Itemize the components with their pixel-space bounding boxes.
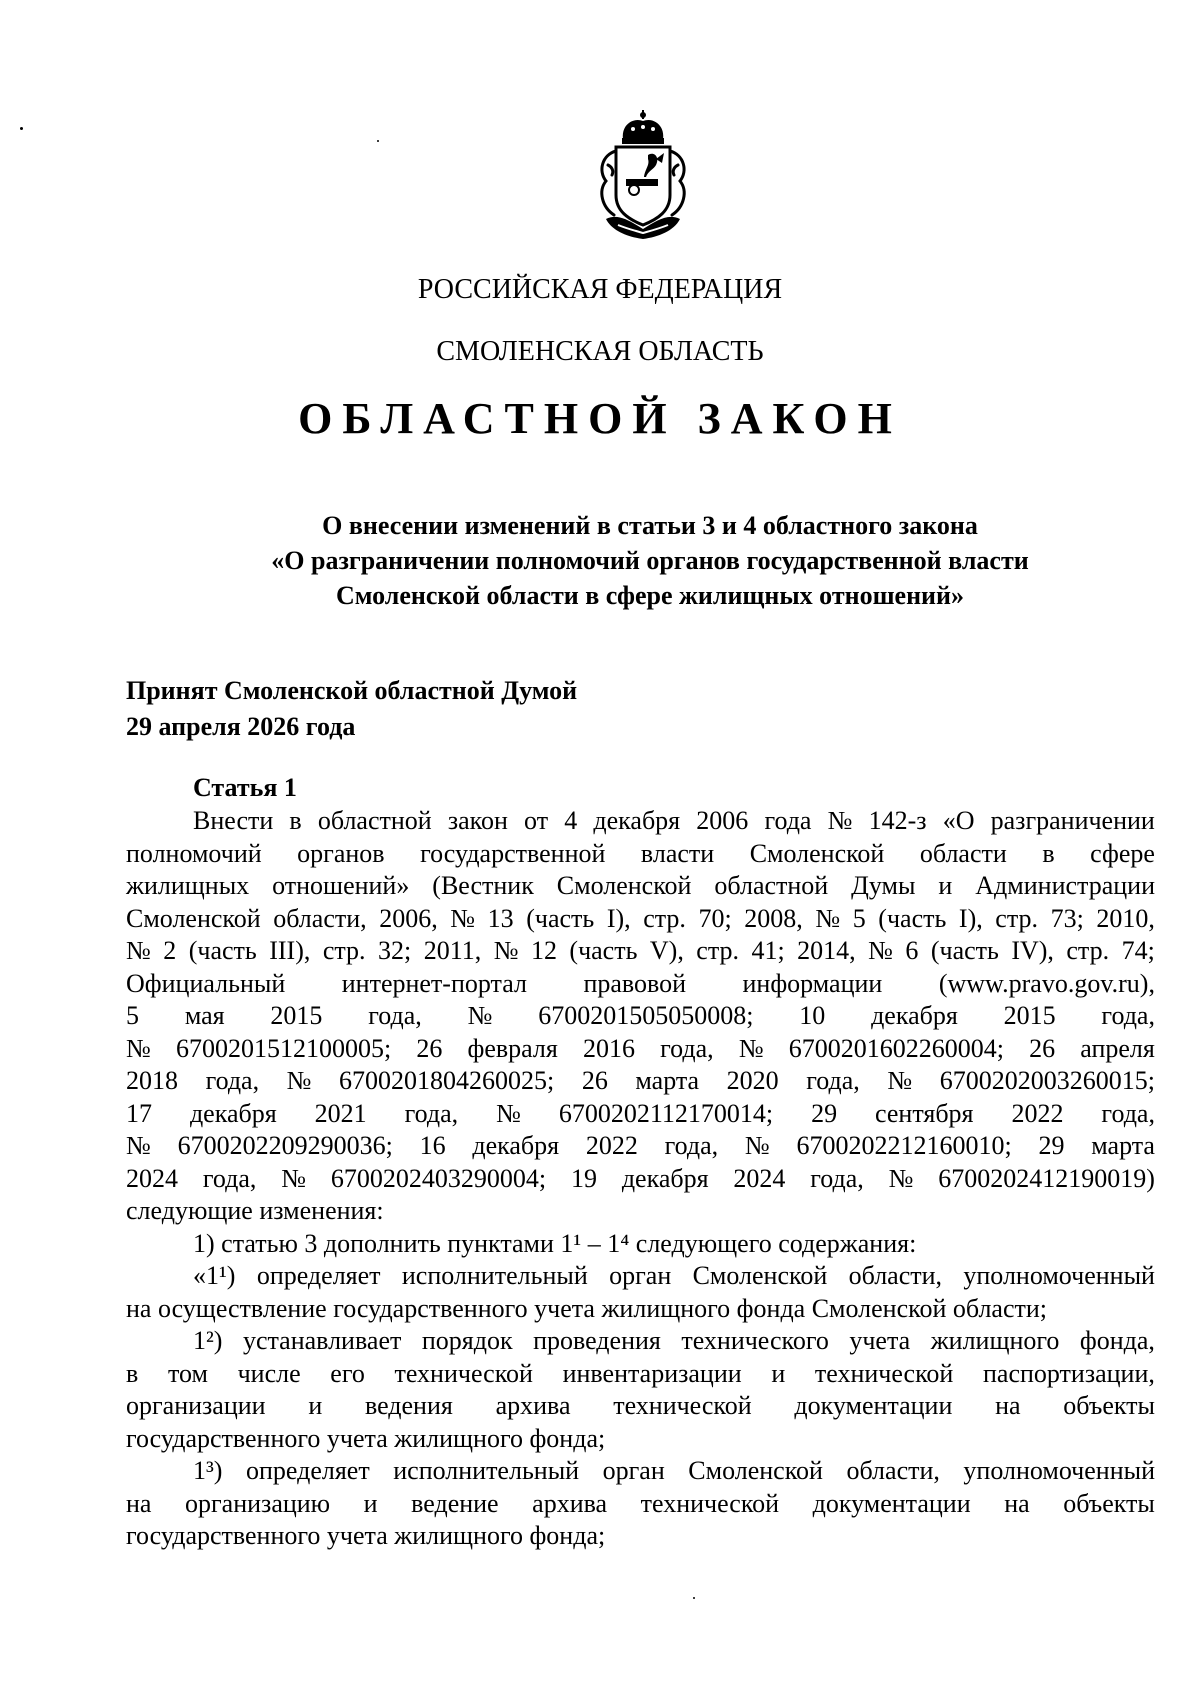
law-title-line: «О разграничении полномочий органов государственной власти bbox=[271, 546, 1029, 575]
article-body bbox=[126, 805, 1155, 1553]
body-line: 1³) определяет исполнительный орган Смоленской области, уполномоченный bbox=[193, 1456, 1155, 1485]
body-line: 1) статью 3 дополнить пунктами 1¹ – 1⁴ следующего содержания: bbox=[193, 1228, 917, 1258]
body-line: жилищных отношений» (Вестник Смоленской областной Думы и Администрации bbox=[126, 871, 1155, 900]
body-line: на организацию и ведение архива технической документации на объекты bbox=[126, 1488, 1155, 1518]
body-line: «1¹) определяет исполнительный орган Смоленской области, уполномоченный bbox=[193, 1261, 1155, 1290]
body-line: 17 декабря 2021 года, № 6700202112170014; 29 сентября 2022 года, bbox=[126, 1098, 1155, 1128]
body-line: в том числе его технической инвентаризации и технической паспортизации, bbox=[126, 1358, 1155, 1388]
scan-speck bbox=[377, 140, 379, 142]
body-line: государственного учета жилищного фонда; bbox=[126, 1521, 606, 1550]
body-line: на осуществление государственного учета жилищного фонда Смоленской области; bbox=[126, 1293, 1047, 1323]
article-heading: Статья 1 bbox=[193, 773, 297, 802]
body-line: Внести в областной закон от 4 декабря 2006 года № 142-з «О разграничении bbox=[193, 806, 1155, 835]
law-title bbox=[200, 508, 1100, 613]
body-line: 5 мая 2015 года, № 6700201505050008; 10 декабря 2015 года, bbox=[126, 1001, 1155, 1030]
adoption-line: Принят Смоленской областной Думой bbox=[126, 676, 578, 705]
body-line: 2024 года, № 6700202403290004; 19 декабря 2024 года, № 6700202412190019) bbox=[126, 1163, 1155, 1193]
country-heading: РОССИЙСКАЯ ФЕДЕРАЦИЯ bbox=[417, 274, 783, 305]
body-line: № 6700202209290036; 16 декабря 2022 года, № 6700202212160010; 29 марта bbox=[126, 1131, 1155, 1160]
body-line: 2018 года, № 6700201804260025; 26 марта 2020 года, № 6700202003260015; bbox=[126, 1066, 1155, 1095]
body-line: полномочий органов государственной власти Смоленской области в сфере bbox=[126, 838, 1155, 868]
body-line: государственного учета жилищного фонда; bbox=[126, 1423, 606, 1453]
adoption-note bbox=[126, 673, 577, 745]
body-line: 1²) устанавливает порядок проведения технического учета жилищного фонда, bbox=[193, 1326, 1155, 1355]
body-line: № 6700201512100005; 26 февраля 2016 года, № 6700201602260004; 26 апреля bbox=[126, 1033, 1155, 1063]
body-line: Официальный интернет-портал правовой информации (www.pravo.gov.ru), bbox=[126, 968, 1155, 998]
scan-speck bbox=[693, 1597, 695, 1599]
body-line: организации и ведения архива технической документации на объекты bbox=[126, 1391, 1155, 1420]
body-line: № 2 (часть III), стр. 32; 2011, № 12 (часть V), стр. 41; 2014, № 6 (часть IV), стр. 74; bbox=[126, 936, 1155, 965]
law-title-line: Смоленской области в сфере жилищных отношений» bbox=[335, 581, 965, 610]
coat-of-arms-icon bbox=[588, 107, 698, 247]
adoption-date: 29 апреля 2026 года bbox=[126, 712, 356, 741]
document-type-heading: ОБЛАСТНОЙ ЗАКОН bbox=[298, 394, 902, 443]
scan-speck bbox=[20, 127, 23, 130]
body-line: Смоленской области, 2006, № 13 (часть I), стр. 70; 2008, № 5 (часть I), стр. 73; 2010, bbox=[126, 903, 1155, 933]
body-line: следующие изменения: bbox=[126, 1196, 384, 1225]
law-title-line: О внесении изменений в статьи 3 и 4 областного закона bbox=[322, 511, 978, 540]
region-heading: СМОЛЕНСКАЯ ОБЛАСТЬ bbox=[436, 336, 764, 367]
